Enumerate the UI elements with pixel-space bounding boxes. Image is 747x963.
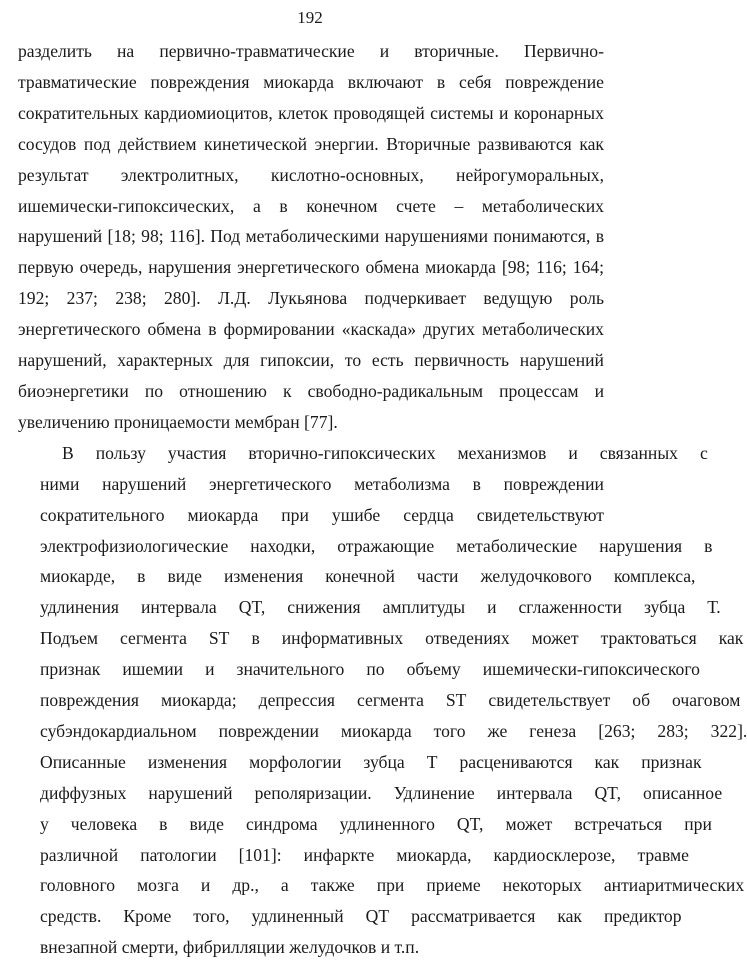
text-line: сократительных кардиомиоцитов, клеток проводящей системы и коронарных [18, 102, 604, 123]
text-line: электрофизиологические находки, отражающие метаболические нарушения в [40, 535, 713, 556]
text-line: травматические повреждения миокарда включают в себя повреждение [18, 71, 604, 92]
text-line: различной патологии [101]: инфаркте миокарда, кардиосклерозе, травме [40, 844, 689, 865]
text-line: головного мозга и др., а также при приеме некоторых антиаритмических [40, 875, 745, 896]
text-line: внезапной смерти, фибрилляции желудочков и т.п. [40, 937, 420, 958]
paragraph [18, 438, 747, 963]
text-line: у человека в виде синдрома удлиненного QT, может встречаться при [40, 813, 712, 834]
text-line: субэндокардиальном повреждении миокарда того же генеза [263; 283; 322]. [40, 720, 747, 741]
text-line: диффузных нарушений реполяризации. Удлинение интервала QT, описанное [40, 782, 723, 803]
paragraph [18, 36, 604, 438]
text-line: биоэнергетики по отношению к свободно-радикальным процессам и [18, 380, 604, 401]
text-line: нарушений, характерных для гипоксии, то есть первичность нарушений [18, 350, 604, 371]
text-line: признак ишемии и значительного по объему ишемически-гипоксического [40, 659, 700, 680]
text-line: средств. Кроме того, удлиненный QT рассматривается как предиктор [40, 906, 682, 927]
text-line: удлинения интервала QT, снижения амплитуды и сглаженности зубца Т. [40, 597, 721, 618]
text-line: энергетического обмена в формировании «каскада» других метаболических [18, 319, 604, 340]
document-body [18, 36, 747, 963]
text-line: повреждения миокарда; депрессия сегмента ST свидетельствует об очаговом [40, 690, 741, 711]
text-line: сосудов под действием кинетической энергии. Вторичные развиваются как [18, 133, 604, 154]
text-line: ними нарушений энергетического метаболизма в повреждении [40, 473, 604, 494]
text-line: увеличению проницаемости мембран [77]. [18, 411, 338, 432]
text-line: 192; 237; 238; 280]. Л.Д. Лукьянова подчеркивает ведущую роль [18, 288, 604, 309]
text-line: В пользу участия вторично-гипоксических механизмов и связанных с [62, 442, 708, 463]
text-line: миокарде, в виде изменения конечной части желудочкового комплекса, [40, 566, 696, 587]
text-line: первую очередь, нарушения энергетического обмена миокарда [98; 116; 164; [18, 257, 604, 278]
text-line: Подъем сегмента ST в информативных отведениях может трактоваться как [40, 628, 744, 649]
text-line: нарушений [18; 98; 116]. Под метаболическими нарушениями понимаются, в [18, 226, 604, 247]
page-number: 192 [297, 8, 323, 27]
text-line: сократительного миокарда при ушибе сердца свидетельствуют [40, 504, 604, 525]
text-line: разделить на первично-травматические и вторичные. Первично- [18, 41, 604, 61]
text-line: Описанные изменения морфологии зубца Т расцениваются как признак [40, 751, 702, 772]
text-line: ишемически-гипоксических, а в конечном счете – метаболических [18, 195, 604, 216]
text-line: результат электролитных, кислотно-основных, нейрогуморальных, [18, 164, 604, 185]
